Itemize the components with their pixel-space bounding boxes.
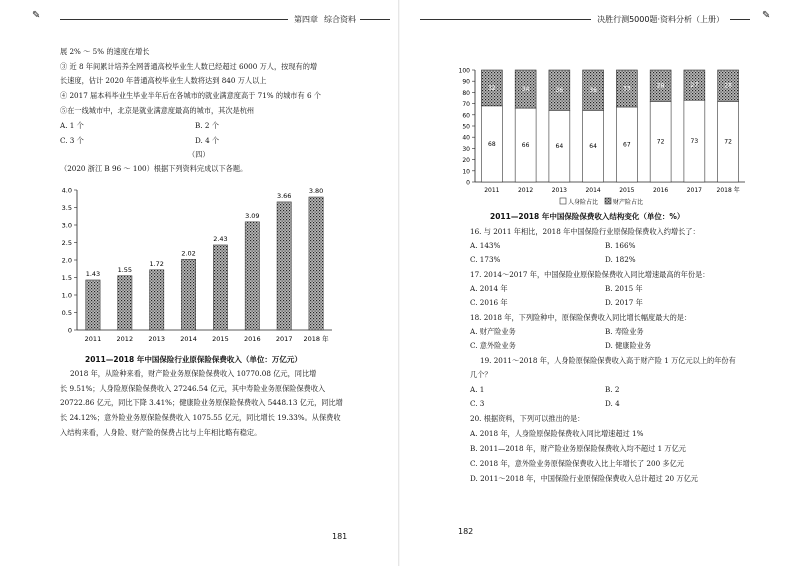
bar-value-label: 36 — [555, 87, 564, 95]
book-icon: ✎ — [32, 10, 41, 21]
chapter-label: 第四章 — [294, 15, 318, 24]
bar-value-label: 66 — [521, 142, 530, 150]
y-tick-label: 90 — [462, 78, 470, 86]
option-a: A. 143% — [470, 241, 501, 250]
bar-value-label: 1.43 — [85, 269, 101, 278]
option-a: A. 财产险业务 — [470, 327, 516, 336]
y-tick-label: 100 — [458, 67, 470, 75]
option-d: D. 健康险业务 — [605, 341, 652, 350]
question-16: 16. 与 2011 年相比，2018 年中国保险行业原保险保费收入约增长了： — [470, 227, 700, 236]
y-tick-label: 50 — [462, 123, 470, 131]
option-c: C. 173% — [470, 255, 501, 264]
paragraph-line: 2018 年，从险种来看，财产险业务原保险保费收入 10770.08 亿元，同比增 — [70, 369, 317, 378]
x-tick-label: 2013 — [148, 335, 165, 343]
x-tick-label: 2012 — [517, 187, 534, 194]
option-d: D. 2011～2018 年，中国保险行业原保险保费收入总计超过 20 万亿元 — [470, 474, 698, 483]
y-tick-label: 2.5 — [61, 239, 72, 247]
x-tick-label: 2017 — [275, 335, 293, 343]
y-tick-label: 0 — [67, 326, 72, 335]
y-tick-label: 10 — [462, 168, 470, 176]
bar — [277, 202, 291, 330]
bar-value-label: 28 — [724, 82, 732, 90]
bar-value-label: 72 — [656, 138, 665, 146]
book-icon: ✎ — [762, 10, 771, 21]
bar — [309, 197, 323, 330]
bar-value-label: 32 — [488, 84, 496, 92]
book-title: 决胜行测5000题·资料分析（上册） — [597, 15, 724, 24]
option-d: D. 2017 年 — [605, 298, 643, 307]
bar-value-label: 3.66 — [276, 191, 292, 200]
x-tick-label: 2014 — [585, 187, 601, 194]
option-a: A. 1 个 — [60, 121, 84, 130]
bar-value-label: 73 — [690, 138, 699, 146]
x-tick-label: 2018 年 — [303, 335, 329, 343]
option-b: B. 寿险业务 — [605, 327, 644, 336]
y-tick-label: 0 — [466, 179, 470, 187]
bar — [181, 259, 195, 330]
right-header — [420, 14, 750, 25]
section-label: （四） — [188, 150, 210, 159]
bar-value-label: 64 — [555, 143, 564, 151]
y-tick-label: 3.5 — [61, 204, 72, 212]
intro-text: （2020 浙江 B 96 ～ 100）根据下列资料完成以下各题。 — [60, 164, 248, 173]
x-tick-label: 2018 年 — [716, 187, 740, 194]
bar-value-label: 28 — [656, 82, 665, 90]
y-tick-label: 2.0 — [61, 256, 72, 265]
option-b: B. 2 个 — [195, 121, 219, 130]
y-tick-label: 30 — [462, 145, 470, 153]
x-tick-label: 2016 — [244, 335, 261, 343]
question-19-cont: 几个？ — [470, 370, 492, 379]
bar-value-label: 34 — [521, 86, 530, 94]
paragraph-line: 长 24.12%；意外险业务原保险保费收入 1075.55 亿元，同比增长 19.33%。从保费收 — [60, 413, 341, 422]
bar — [118, 276, 132, 330]
x-tick-label: 2015 — [212, 335, 229, 343]
y-tick-label: 60 — [462, 112, 470, 120]
text-line: 展 2% ～ 5% 的速度在增长 — [60, 47, 150, 56]
x-tick-label: 2013 — [551, 187, 568, 194]
bar — [86, 280, 100, 330]
x-tick-label: 2016 — [652, 187, 669, 194]
y-tick-label: 3.0 — [61, 221, 72, 230]
right-page — [400, 0, 800, 566]
bar-value-label: 3.80 — [308, 187, 324, 195]
x-tick-label: 2014 — [180, 335, 197, 343]
bar-value-label: 36 — [589, 87, 597, 95]
paragraph-line: 入结构来看，人身险、财产险的保费占比与上年相比略有稳定。 — [60, 428, 262, 437]
option-c: C. 意外险业务 — [470, 341, 516, 350]
chart2-title: 2011—2018 年中国保险保费收入结构变化（单位：%） — [490, 212, 685, 221]
option-c: C. 2018 年，意外险业务原保险保费收入比上年增长了 200 多亿元 — [470, 459, 684, 468]
bar-value-label: 64 — [589, 143, 597, 151]
y-tick-label: 4.0 — [61, 186, 72, 195]
y-tick-label: 80 — [462, 89, 470, 97]
y-tick-label: 20 — [462, 157, 470, 165]
left-header — [60, 14, 390, 25]
bar-value-label: 1.55 — [117, 265, 133, 274]
question-20: 20. 根据资料，下列可以推出的是： — [470, 414, 585, 423]
bar-value-label: 67 — [623, 141, 631, 149]
option-d: D. 182% — [605, 255, 636, 264]
option-a: A. 2014 年 — [470, 284, 508, 293]
bar — [213, 245, 227, 330]
y-tick-label: 40 — [462, 134, 470, 142]
option-c: C. 2016 年 — [470, 298, 508, 307]
chart1-title: 2011—2018 年中国保险行业原保险保费收入（单位：万亿元） — [85, 355, 302, 364]
paragraph-line: 20722.86 亿元，同比下降 3.41%；健康险业务原保险保费收入 5448.13 亿元，同比增 — [60, 398, 343, 407]
legend-label: 财产险占比 — [613, 199, 644, 206]
x-tick-label: 2011 — [84, 335, 102, 343]
x-tick-label: 2012 — [116, 335, 134, 343]
y-tick-label: 70 — [462, 101, 470, 109]
question-18: 18. 2018 年，下列险种中，原保险保费收入同比增长幅度最大的是： — [470, 313, 692, 322]
bar — [150, 270, 164, 330]
bar-value-label: 2.02 — [181, 249, 196, 258]
text-line: ③ 近 8 年间累计培养全网普通高校毕业生人数已经超过 6000 万人，按现有的增 — [60, 62, 318, 71]
bar-value-label: 72 — [724, 138, 732, 146]
bar — [245, 222, 259, 330]
option-c: C. 3 — [470, 399, 485, 408]
premium-bar-chart — [55, 180, 345, 352]
bar-value-label: 33 — [623, 85, 631, 93]
option-a: A. 2018 年，人身险原保险保费收入同比增速超过 1% — [470, 429, 644, 438]
option-b: B. 166% — [605, 241, 636, 250]
legend-swatch — [560, 198, 566, 204]
x-tick-label: 2011 — [484, 187, 500, 194]
y-tick-label: 0.5 — [61, 309, 72, 317]
option-d: D. 4 个 — [195, 136, 220, 145]
page-number: 181 — [332, 532, 348, 541]
structure-stacked-chart — [455, 60, 755, 210]
text-line: 长速度，估计 2020 年普通高校毕业生人数将达到 840 万人以上 — [60, 76, 267, 85]
text-line: ④ 2017 届本科毕业生毕业半年后在各城市的就业满意度高于 71% 的城市有 6 个 — [60, 91, 321, 100]
question-19: 19. 2011～2018 年，人身险原保险保费收入高于财产险 1 万亿元以上的年份有 — [480, 356, 736, 365]
y-tick-label: 1.5 — [61, 274, 72, 282]
option-b: B. 2011—2018 年，财产险业务原保险保费收入均不超过 1 万亿元 — [470, 444, 686, 453]
bar-value-label: 3.09 — [245, 211, 260, 220]
option-b: B. 2015 年 — [605, 284, 643, 293]
bar-value-label: 2.43 — [213, 234, 228, 243]
bar-value-label: 68 — [488, 140, 496, 148]
option-c: C. 3 个 — [60, 136, 84, 145]
chapter-title: 综合资料 — [324, 15, 356, 24]
question-17: 17. 2014～2017 年，中国保险业原保险保费收入同比增速最高的年份是： — [470, 270, 710, 279]
text-line: ⑤在一线城市中，北京是就业满意度最高的城市，其次是杭州 — [60, 106, 255, 115]
bar-value-label: 27 — [690, 82, 699, 90]
option-b: B. 2 — [605, 385, 620, 394]
legend-label: 人身险占比 — [568, 199, 599, 206]
x-tick-label: 2015 — [619, 187, 635, 194]
x-tick-label: 2017 — [686, 187, 703, 194]
legend-swatch — [605, 198, 611, 204]
bar-value-label: 1.72 — [149, 259, 164, 268]
option-d: D. 4 — [605, 399, 620, 408]
option-a: A. 1 — [470, 385, 485, 394]
page-number: 182 — [458, 527, 474, 536]
y-tick-label: 1.0 — [61, 291, 72, 300]
paragraph-line: 长 9.51%；人身险原保险保费收入 27246.54 亿元，其中寿险业务原保险保费收入 — [60, 384, 326, 393]
